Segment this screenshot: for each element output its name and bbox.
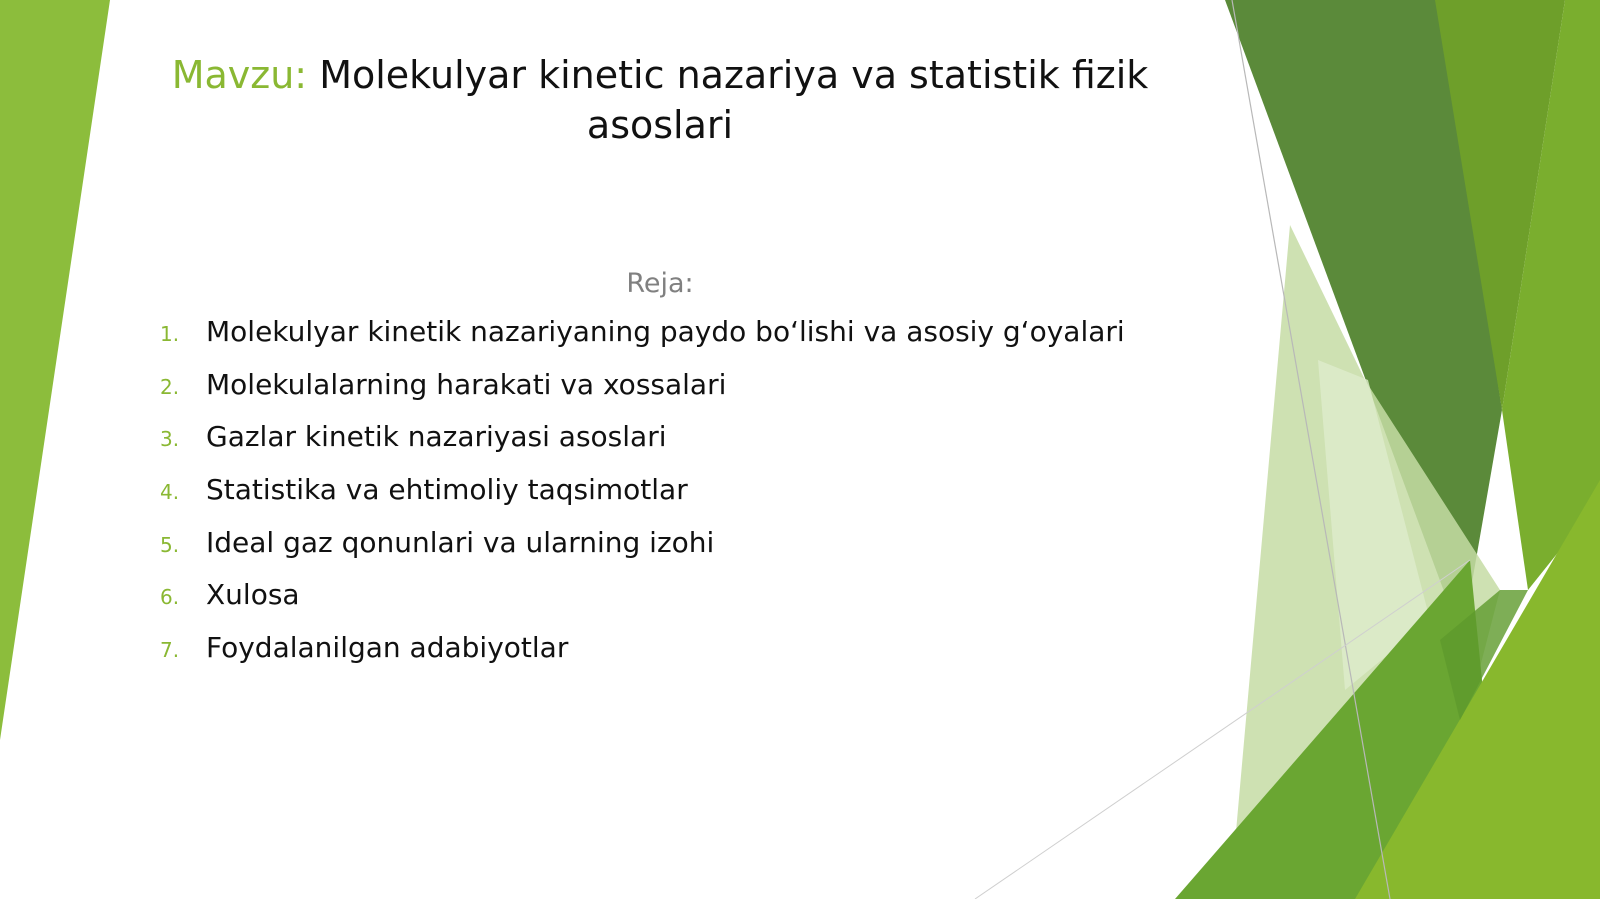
plan-item: [160, 470, 1210, 523]
plan-item-text: Gazlar kinetik nazariyasi asoslari: [206, 420, 667, 454]
title-text: Molekulyar kinetic nazariya va statistik fizik asoslari: [307, 53, 1149, 147]
plan-item: [160, 417, 1210, 470]
plan-item: [160, 523, 1210, 576]
plan-item-text: Statistika va ehtimoliy taqsimotlar: [206, 473, 688, 507]
left-green-band: [0, 0, 110, 740]
plan-item-number: 3.: [160, 427, 180, 452]
plan-item-text: Molekulalarning harakati va xossalari: [206, 367, 727, 401]
plan-item-text: Foydalanilgan adabiyotlar: [206, 631, 569, 665]
plan-item: [160, 312, 1210, 365]
plan-item-number: 1.: [160, 322, 180, 346]
plan-item-text: Ideal gaz qonunlari va ularning izohi: [206, 525, 715, 559]
plan-item-number: 5.: [160, 532, 180, 557]
plan-heading: Reja:: [626, 268, 694, 299]
plan-item-number: 4.: [160, 480, 180, 505]
plan-item-text: Molekulyar kinetik nazariyaning paydo bo‘lishi va asosiy g‘oyalari: [206, 315, 1125, 348]
plan-item-text: Xulosa: [206, 578, 300, 612]
plan-item-number: 2.: [160, 374, 180, 399]
plan-item: [160, 365, 1210, 418]
plan-item: [160, 628, 1210, 681]
plan-item-number: 7.: [160, 638, 180, 663]
title-prefix: Mavzu:: [171, 53, 308, 97]
plan-item: [160, 575, 1210, 628]
slide-title: [160, 50, 1160, 150]
plan-list: [160, 312, 1210, 681]
plan-item-number: 6.: [160, 585, 180, 610]
